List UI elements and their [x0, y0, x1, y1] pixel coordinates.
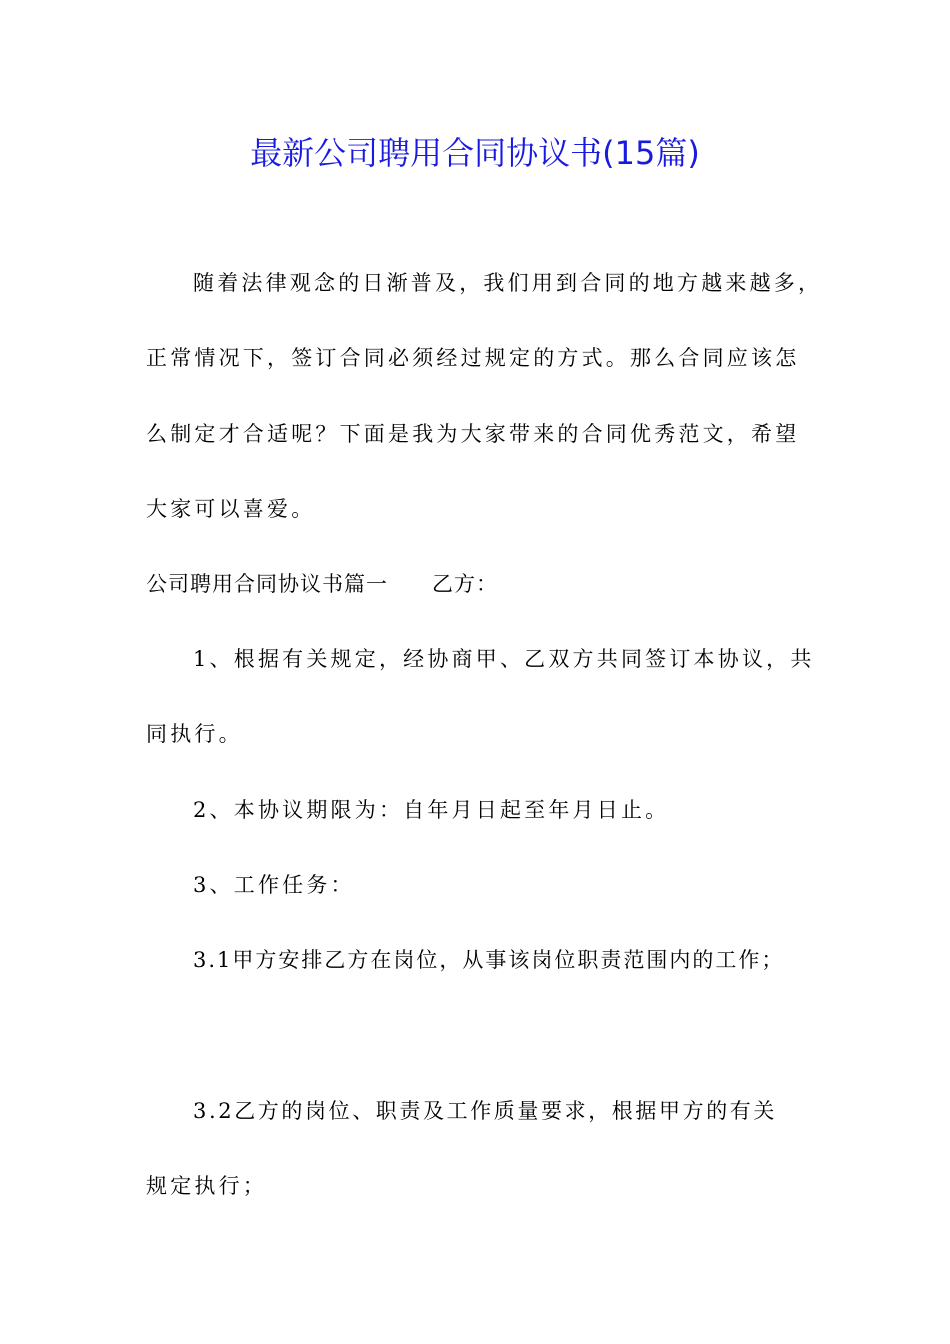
intro-line-3: 么制定才合适呢？下面是我为大家带来的合同优秀范文，希望 [146, 422, 800, 446]
intro-line-4: 大家可以喜爱。 [146, 497, 316, 521]
clause-3-2-line-1: 3.2乙方的岗位、职责及工作质量要求，根据甲方的有关 [193, 1099, 777, 1123]
document-title: 最新公司聘用合同协议书(15篇) [250, 134, 700, 172]
section-heading: 公司聘用合同协议书篇一 [146, 572, 388, 596]
clause-3-1: 3.1甲方安排乙方在岗位，从事该岗位职责范围内的工作； [193, 948, 785, 972]
clause-3-2-line-2: 规定执行； [146, 1174, 267, 1198]
section-party-label: 乙方： [432, 572, 498, 596]
clause-3: 3、工作任务： [193, 873, 355, 897]
intro-line-2: 正常情况下，签订合同必须经过规定的方式。那么合同应该怎 [146, 346, 800, 370]
intro-line-1: 随着法律观念的日渐普及，我们用到合同的地方越来越多， [193, 271, 823, 295]
section-heading-row [146, 569, 498, 599]
clause-1-line-1: 1、根据有关规定，经协商甲、乙双方共同签订本协议，共 [193, 647, 815, 671]
clause-1-line-2: 同执行。 [146, 722, 243, 746]
clause-2: 2、本协议期限为：自年月日起至年月日止。 [193, 798, 670, 822]
